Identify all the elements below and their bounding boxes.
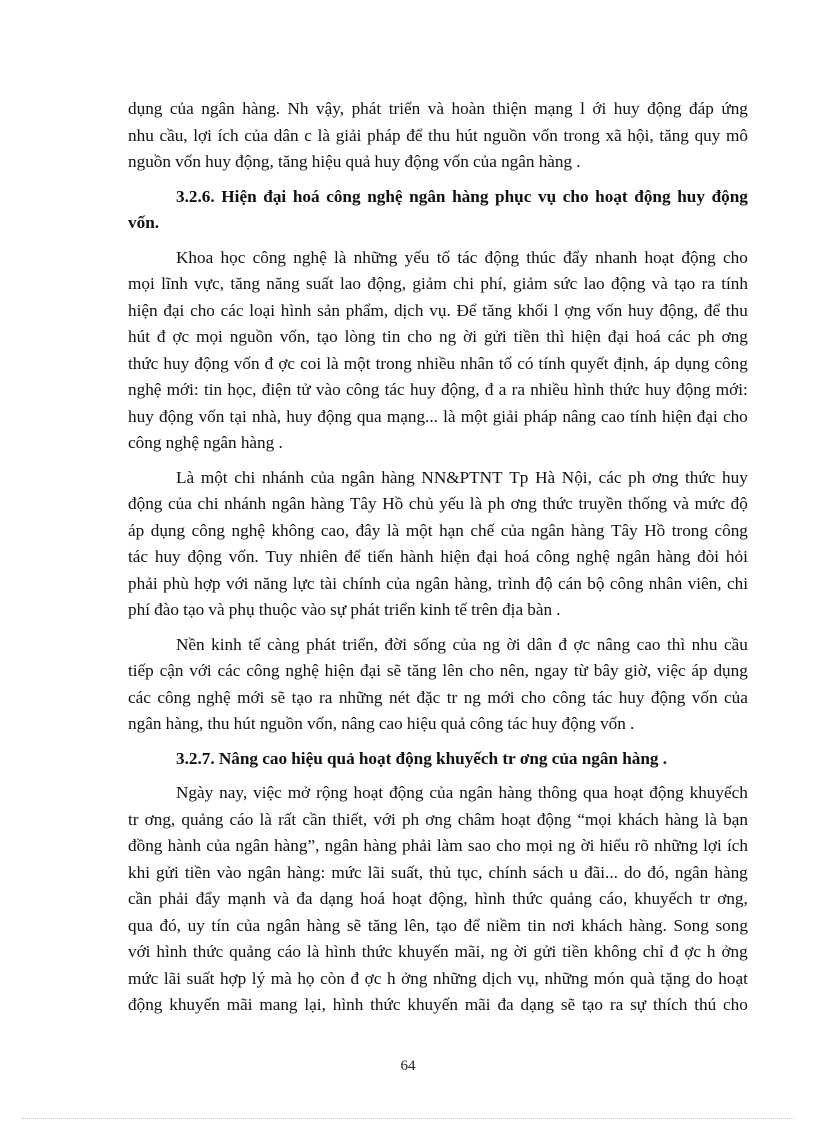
text-line: đồng hành của ngân hàng”, ngân hàng phải làm sao cho mọi ng ời hiểu rõ những lợi ích xyxy=(128,836,748,855)
text-line: phí đào tạo và phụ thuộc vào sự phát triển kinh tế trên địa bàn . xyxy=(128,600,561,619)
paragraph xyxy=(128,632,748,738)
text-line: động của chi nhánh ngân hàng Tây Hồ chủ yếu là ph ơng thức truyền thống và mức độ xyxy=(128,494,748,513)
text-line: nguồn vốn huy động, tăng hiệu quả huy động vốn của ngân hàng . xyxy=(128,152,581,171)
text-line: các công nghệ mới sẽ tạo ra những nét đặc tr ng mới cho công tác huy động vốn của xyxy=(128,687,748,707)
text-line: qua đó, uy tín của ngân hàng sẽ tăng lên, tạo để niềm tin nơi khách hàng. Song song xyxy=(128,915,748,935)
text-line: ngân hàng, thu hút nguồn vốn, nâng cao hiệu quả công tác huy động vốn . xyxy=(128,714,635,733)
text-line: Nền kinh tế càng phát triển, đời sống của ng ời dân đ ợc nâng cao thì nhu cầu xyxy=(176,634,748,654)
text-line: Ngày nay, việc mở rộng hoạt động của ngân hàng thông qua hoạt động khuyếch xyxy=(176,783,748,802)
text-line: vốn. xyxy=(128,213,160,232)
page-body xyxy=(128,96,748,1027)
text-line: Khoa học công nghệ là những yếu tố tác động thúc đẩy nhanh hoạt động cho xyxy=(176,247,748,267)
text-line: tác huy động vốn. Tuy nhiên để tiến hành hiện đại hoá công nghệ ngân hàng đòi hỏi xyxy=(128,547,748,566)
text-line: 3.2.7. Nâng cao hiệu quả hoạt động khuyếch tr ơng của ngân hàng . xyxy=(176,748,667,768)
text-line: phải phù hợp với năng lực tài chính của ngân hàng, trình độ cán bộ công nhân viên, chi xyxy=(128,573,748,593)
page-bottom-rule xyxy=(22,1118,794,1119)
text-line: áp dụng công nghệ không cao, đây là một hạn chế của ngân hàng Tây Hồ trong công xyxy=(128,520,748,540)
text-line: nghệ mới: tin học, điện tử vào công tác huy động, đ a ra nhiều hình thức huy động mới: xyxy=(128,380,748,399)
text-line: 3.2.6. Hiện đại hoá công nghệ ngân hàng phục vụ cho hoạt động huy động xyxy=(176,186,748,206)
text-line: tiếp cận với các công nghệ hiện đại sẽ tăng lên cho nên, ngay từ bây giờ, việc áp dụng xyxy=(128,661,748,680)
text-line: Là một chi nhánh của ngân hàng NN&PTNT Tp Hà Nội, các ph ơng thức huy xyxy=(176,467,748,487)
text-line: tr ơng, quảng cáo là rất cần thiết, với ph ơng châm hoạt động “mọi khách hàng là bạn xyxy=(128,809,748,829)
paragraph xyxy=(128,96,748,176)
text-line: mọi lĩnh vực, tăng năng suất lao động, giảm chi phí, giảm sức lao động và tạo ra tính xyxy=(128,274,748,293)
text-line: khi gửi tiền vào ngân hàng: mức lãi suất, thủ tục, chính sách u đãi... do đó, ngân hàng xyxy=(128,862,748,882)
text-line: hút đ ợc mọi nguồn vốn, tạo lòng tin cho ng ời gửi tiền thì hiện đại hoá các ph ơng xyxy=(128,327,748,346)
paragraph xyxy=(128,245,748,457)
text-line: công nghệ ngân hàng . xyxy=(128,433,283,452)
section-heading xyxy=(128,746,748,773)
paragraph xyxy=(128,465,748,624)
text-line: dụng của ngân hàng. Nh vậy, phát triển và hoàn thiện mạng l ới huy động đáp ứng xyxy=(128,99,748,118)
paragraph xyxy=(128,780,748,1019)
text-line: với hình thức quảng cáo là hình thức khuyến mãi, ng ời gửi tiền không chỉ đ ợc h ởng xyxy=(128,942,748,961)
section-heading xyxy=(128,184,748,237)
text-line: mức lãi suất hợp lý mà họ còn đ ợc h ởng những dịch vụ, những món quà tặng do hoạt xyxy=(128,968,748,988)
text-line: thức huy động vốn đ ợc coi là một trong nhiều nhân tố có tính quyết định, áp dụng công xyxy=(128,353,748,373)
text-line: động khuyến mãi mang lại, hình thức khuyến mãi đa dạng sẽ tạo ra sự thích thú cho xyxy=(128,995,748,1014)
text-line: cần phải đẩy mạnh và đa dạng hoá hoạt động, hình thức quảng cáo, khuyếch tr ơng, xyxy=(128,889,748,908)
text-line: huy động vốn tại nhà, huy động qua mạng... là một giải pháp nâng cao tính hiện đại cho xyxy=(128,406,748,426)
text-line: nhu cầu, lợi ích của dân c là giải pháp để thu hút nguồn vốn trong xã hội, tăng quy mô xyxy=(128,125,748,145)
page-number: 64 xyxy=(400,1058,416,1074)
text-line: hiện đại cho các loại hình sản phẩm, dịch vụ. Để tăng khối l ợng vốn huy động, để thu xyxy=(128,300,748,320)
